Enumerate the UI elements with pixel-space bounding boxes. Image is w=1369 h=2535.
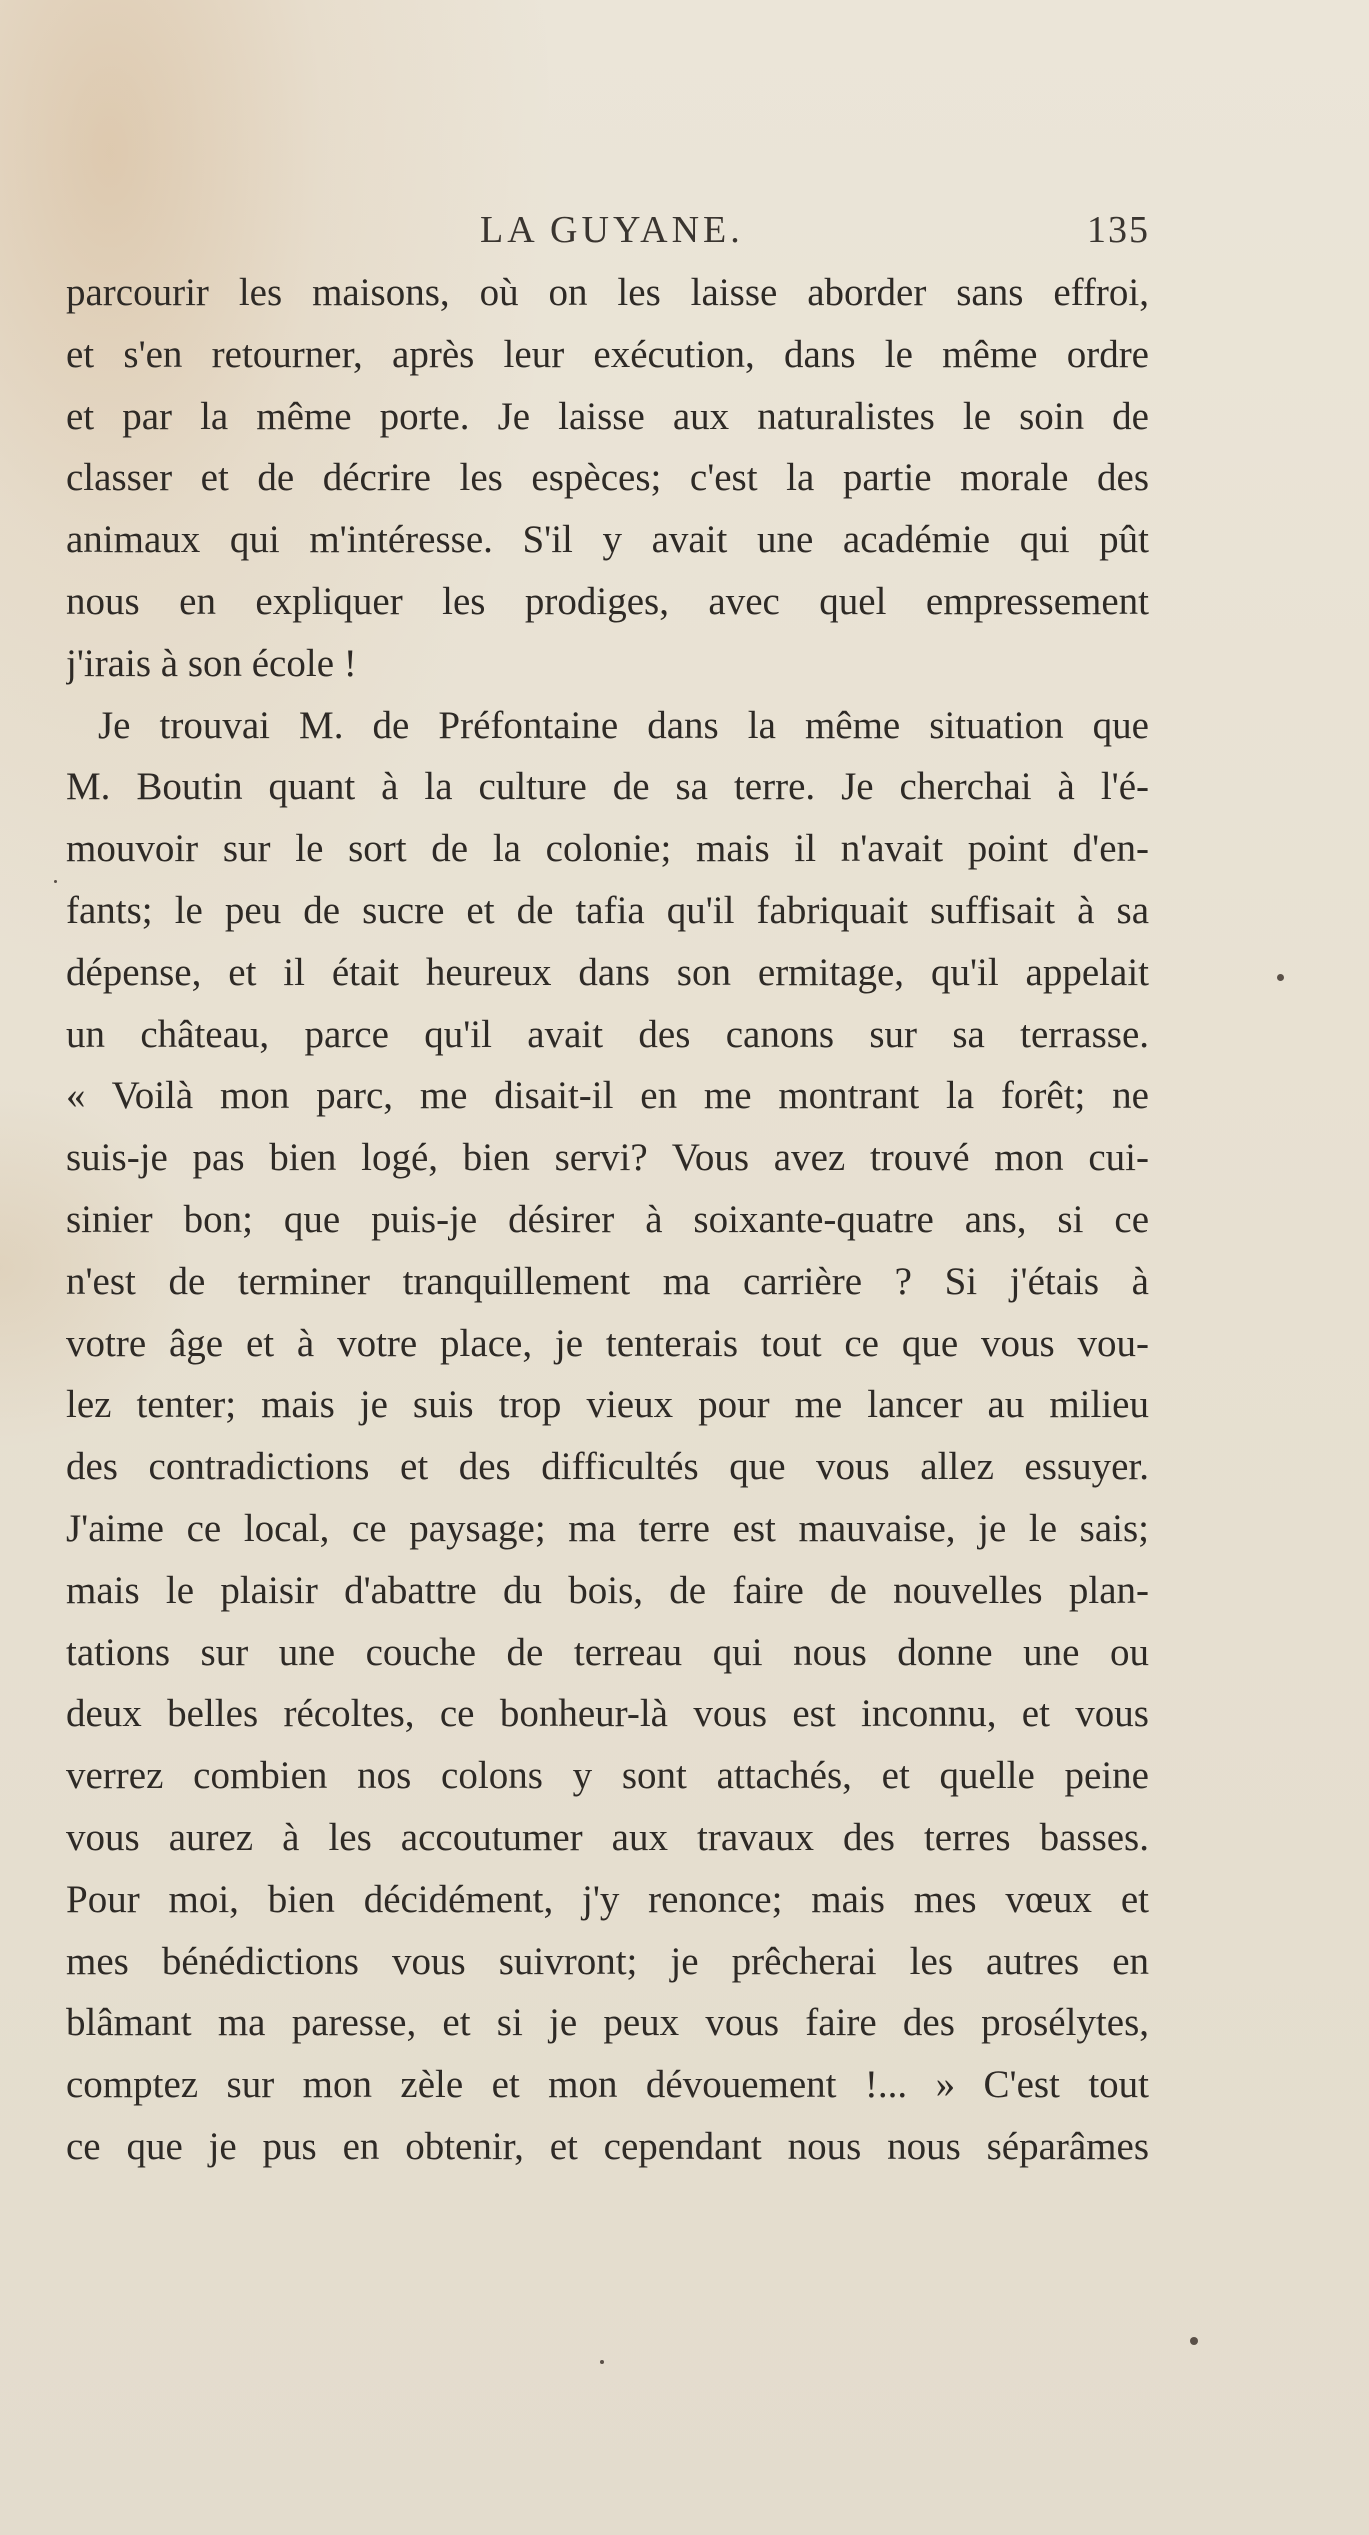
text-line: M. Boutin quant à la culture de sa terre. Je cherchai à l'é-	[66, 765, 1149, 809]
text-line: dépense, et il était heureux dans son ermitage, qu'il appelait	[66, 950, 1149, 994]
text-line: des contradictions et des difficultés que vous allez essuyer.	[66, 1445, 1149, 1489]
text-line: un château, parce qu'il avait des canons sur sa terrasse.	[66, 1012, 1149, 1056]
page-number: 135	[1087, 209, 1150, 251]
text-line: verrez combien nos colons y sont attachés, et quelle peine	[66, 1754, 1149, 1798]
text-line: Je trouvai M. de Préfontaine dans la même situation que	[98, 703, 1149, 747]
text-line: fants; le peu de sucre et de tafia qu'il fabriquait suffisait à sa	[66, 888, 1149, 932]
text-line: classer et de décrire les espèces; c'est la partie morale des	[66, 456, 1149, 500]
paper-speck	[1190, 2337, 1198, 2345]
text-line: sinier bon; que puis-je désirer à soixante-quatre ans, si ce	[66, 1197, 1149, 1241]
text-line: Pour moi, bien décidément, j'y renonce; mais mes vœux et	[66, 1877, 1149, 1921]
text-line: j'irais à son école !	[66, 641, 357, 685]
text-line: nous en expliquer les prodiges, avec quel empressement	[66, 579, 1149, 623]
running-title: LA GUYANE.	[480, 209, 744, 251]
text-line: animaux qui m'intéresse. S'il y avait une académie qui pût	[66, 518, 1149, 562]
text-line: mes bénédictions vous suivront; je prêcherai les autres en	[66, 1939, 1149, 1983]
paper-speck	[1277, 974, 1284, 981]
text-line: vous aurez à les accoutumer aux travaux des terres basses.	[66, 1815, 1149, 1859]
text-line: J'aime ce local, ce paysage; ma terre est mauvaise, je le sais;	[66, 1506, 1149, 1550]
text-line: « Voilà mon parc, me disait-il en me montrant la forêt; ne	[66, 1074, 1149, 1118]
paper-speck	[54, 880, 57, 883]
text-line: suis-je pas bien logé, bien servi? Vous avez trouvé mon cui-	[66, 1136, 1149, 1180]
text-line: et s'en retourner, après leur exécution, dans le même ordre	[66, 332, 1149, 376]
paper-speck	[600, 2360, 604, 2364]
text-line: parcourir les maisons, où on les laisse aborder sans effroi,	[66, 271, 1149, 314]
text-line: mais le plaisir d'abattre du bois, de faire de nouvelles plan-	[66, 1568, 1149, 1612]
text-line: n'est de terminer tranquillement ma carrière ? Si j'étais à	[66, 1259, 1149, 1303]
body-text	[66, 262, 1149, 2178]
text-line: mouvoir sur le sort de la colonie; mais il n'avait point d'en-	[66, 827, 1149, 871]
text-line: tations sur une couche de terreau qui nous donne une ou	[66, 1630, 1149, 1674]
text-line: lez tenter; mais je suis trop vieux pour me lancer au milieu	[66, 1383, 1149, 1427]
text-line: deux belles récoltes, ce bonheur-là vous est inconnu, et vous	[66, 1692, 1149, 1736]
text-line: comptez sur mon zèle et mon dévouement !... » C'est tout	[66, 2063, 1149, 2107]
text-line: votre âge et à votre place, je tenterais tout ce que vous vou-	[66, 1321, 1149, 1365]
text-line: blâmant ma paresse, et si je peux vous faire des prosélytes,	[66, 2001, 1149, 2045]
text-line: et par la même porte. Je laisse aux naturalistes le soin de	[66, 394, 1149, 438]
text-line: ce que je pus en obtenir, et cependant nous nous séparâmes	[66, 2124, 1149, 2168]
running-head	[60, 208, 1150, 268]
